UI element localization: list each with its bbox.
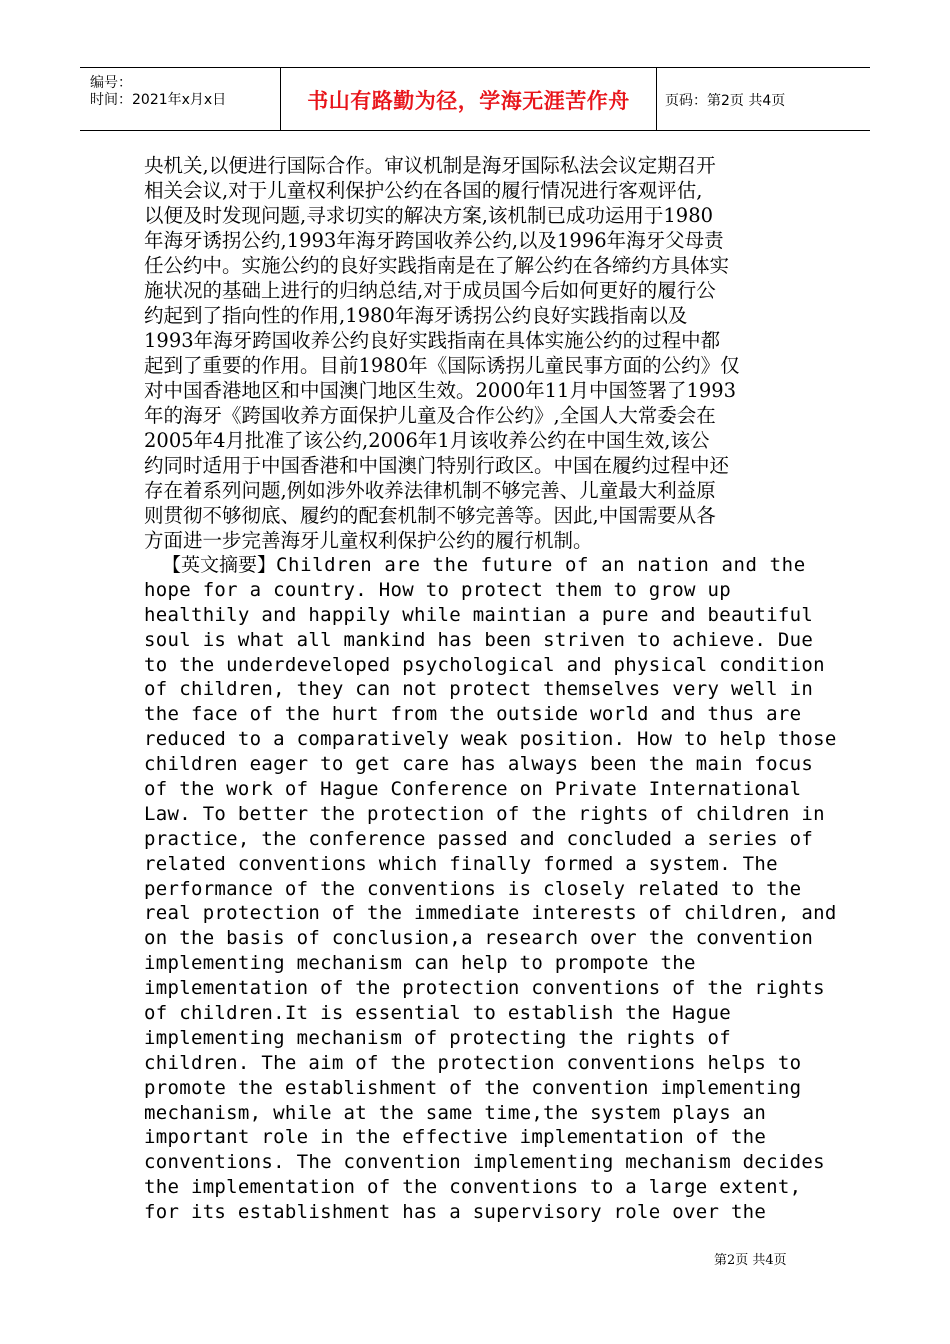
english-abstract-line: mechanism, while at the same time,the system plays an — [144, 1101, 767, 1124]
chinese-abstract-line: 存在着系列问题,例如涉外收养法律机制不够完善、儿童最大利益原 — [144, 479, 716, 502]
english-abstract-line: important role in the effective implementation of the — [144, 1126, 767, 1149]
chinese-abstract-line: 起到了重要的作用。目前1980年《国际诱拐儿童民事方面的公约》仅 — [144, 354, 740, 377]
header-page-number: 页码：第2页 共4页 — [665, 93, 786, 109]
header-meta-cell — [80, 68, 280, 130]
english-abstract-lines — [144, 578, 837, 1225]
date-label: 时间：2021年x月x日 — [90, 92, 227, 108]
english-abstract-line: of the work of Hague Conference on Private International — [144, 778, 802, 801]
chinese-abstract-line: 约起到了指向性的作用,1980年海牙诱拐公约良好实践指南以及 — [144, 304, 688, 327]
english-abstract-line: on the basis of conclusion,a research over the convention — [144, 927, 814, 950]
english-abstract-line: implementing mechanism of protecting the rights of — [144, 1026, 731, 1049]
page-header — [80, 67, 870, 131]
chinese-abstract-line: 任公约中。实施公约的良好实践指南是在了解公约在各缔约方具体实 — [144, 254, 730, 277]
english-abstract-line: promote the establishment of the convention implementing — [144, 1076, 802, 1099]
page-footer: 第2页 共4页 — [714, 1253, 787, 1268]
chinese-abstract-line: 约同时适用于中国香港和中国澳门特别行政区。中国在履约过程中还 — [144, 454, 730, 477]
english-abstract-line: for its establishment has a supervisory role over the — [144, 1201, 767, 1224]
header-page-cell — [656, 68, 870, 130]
chinese-abstract-line: 方面进一步完善海牙儿童权利保护公约的履行机制。 — [144, 529, 593, 552]
chinese-abstract — [144, 153, 814, 553]
english-abstract-label: 【英文摘要】 — [162, 554, 277, 576]
english-abstract-line: Law. To better the protection of the rights of children in — [144, 802, 825, 825]
chinese-abstract-line: 以便及时发现问题,寻求切实的解决方案,该机制已成功运用于1980 — [144, 204, 714, 227]
english-abstract-line: of children.It is essential to establish the Hague — [144, 1002, 731, 1025]
english-abstract-line: children eager to get care has always been the main focus — [144, 753, 814, 776]
english-abstract-line: soul is what all mankind has been striven to achieve. Due — [144, 628, 814, 651]
english-abstract-first-line — [162, 553, 814, 578]
english-abstract-line: the implementation of the conventions to a large extent, — [144, 1176, 802, 1199]
chinese-abstract-line: 2005年4月批准了该公约,2006年1月该收养公约在中国生效,该公 — [144, 429, 710, 452]
english-abstract-line: conventions. The convention implementing mechanism decides — [144, 1151, 825, 1174]
chinese-abstract-line: 施状况的基础上进行的归纳总结,对于成员国今后如何更好的履行公 — [144, 279, 716, 302]
english-abstract-line: reduced to a comparatively weak position. How to help those — [144, 728, 837, 751]
header-motto-cell — [280, 68, 657, 130]
english-abstract-line: related conventions which finally formed a system. The — [144, 852, 778, 875]
chinese-abstract-line: 年的海牙《跨国收养方面保护儿童及合作公约》,全国人大常委会在 — [144, 404, 716, 427]
english-abstract-line: of children, they can not protect themselves very well in — [144, 678, 814, 701]
english-abstract-line: implementing mechanism can help to prompote the — [144, 952, 696, 975]
doc-number-label: 编号： — [90, 75, 132, 91]
chinese-abstract-line: 则贯彻不够彻底、履约的配套机制不够完善等。因此,中国需要从各 — [144, 504, 716, 527]
english-abstract-line: real protection of the immediate interests of children, and — [144, 902, 837, 925]
document-body — [144, 153, 837, 1225]
english-abstract-line: healthily and happily while maintian a pure and beautiful — [144, 603, 814, 626]
chinese-abstract-line: 1993年海牙跨国收养公约良好实践指南在具体实施公约的过程中都 — [144, 329, 721, 352]
english-abstract-line: hope for a country. How to protect them to grow up — [144, 578, 731, 601]
english-abstract-text: Children are the future of an nation and the — [276, 554, 806, 576]
english-abstract-line: practice, the conference passed and concluded a series of — [144, 827, 814, 850]
english-abstract-line: implementation of the protection conventions of the rights — [144, 977, 825, 1000]
english-abstract — [144, 553, 837, 1225]
chinese-abstract-line: 对中国香港地区和中国澳门地区生效。2000年11月中国签署了1993 — [144, 379, 737, 402]
english-abstract-line: performance of the conventions is closely related to the — [144, 877, 802, 900]
chinese-abstract-line: 相关会议,对于儿童权利保护公约在各国的履行情况进行客观评估, — [144, 179, 703, 202]
english-abstract-line: to the underdeveloped psychological and physical condition — [144, 653, 825, 676]
chinese-abstract-line: 央机关,以便进行国际合作。审议机制是海牙国际私法会议定期召开 — [144, 154, 716, 177]
english-abstract-line: the face of the hurt from the outside world and thus are — [144, 703, 802, 726]
english-abstract-line: children. The aim of the protection conventions helps to — [144, 1051, 802, 1074]
chinese-abstract-line: 年海牙诱拐公约,1993年海牙跨国收养公约,以及1996年海牙父母责 — [144, 229, 724, 252]
header-motto: 书山有路勤为径，学海无涯苦作舟 — [307, 89, 630, 113]
